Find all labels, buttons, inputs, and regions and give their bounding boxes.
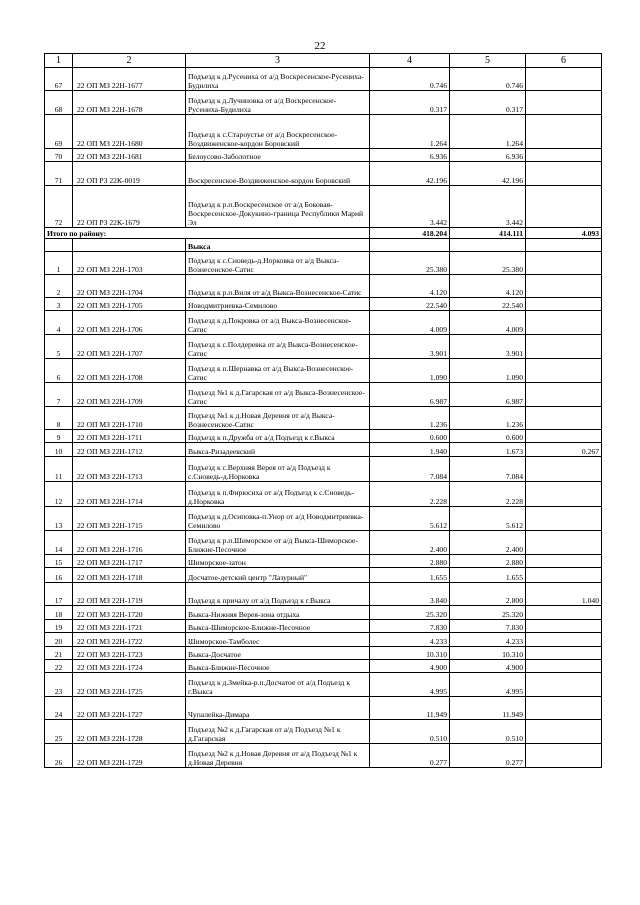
road-code: 22 ОП МЗ 22Н-1728 [73,720,186,744]
row-number: 4 [45,311,73,335]
road-name: Шиморское-затон [186,555,370,568]
value-col4: 22.540 [370,298,450,311]
value-col4: 0.746 [370,68,450,91]
road-code: 22 ОП МЗ 22Н-1725 [73,673,186,697]
road-name: Чупалейка-Димара [186,697,370,720]
table-row [45,91,602,115]
value-col6 [526,91,602,115]
value-col5: 4.233 [450,633,526,647]
total-value-col6: 4.093 [526,228,602,239]
road-name: Выкса-Шиморское-Ближне-Песочное [186,620,370,633]
road-name: Выкса-Ближне-Песочное [186,660,370,673]
value-col4: 11.949 [370,697,450,720]
table-row [45,186,602,228]
row-number: 15 [45,555,73,568]
value-col4: 7.084 [370,457,450,482]
value-col6 [526,335,602,359]
value-col4: 42.196 [370,162,450,186]
value-col4: 2.880 [370,555,450,568]
header-cell: 1 [45,54,73,68]
road-name: Подъезд к причалу от а/д Подъезд к г.Выкса [186,583,370,606]
value-col6 [526,149,602,162]
value-col6 [526,275,602,298]
table-row [45,482,602,507]
row-number: 14 [45,531,73,555]
road-code: 22 ОП МЗ 22Н-1713 [73,457,186,482]
row-number: 13 [45,507,73,531]
table-row [45,149,602,162]
value-col5: 6.987 [450,383,526,407]
value-col5: 0.317 [450,91,526,115]
value-col5: 4.995 [450,673,526,697]
road-name: Подъезд к п.Фирюсиха от а/д Подъезд к с.Сноведь-д.Норковка [186,482,370,507]
table-row [45,275,602,298]
table-row [45,298,602,311]
value-col5: 42.196 [450,162,526,186]
value-col5: 0.600 [450,430,526,443]
row-number: 10 [45,443,73,457]
value-col5: 1.655 [450,568,526,583]
row-number: 70 [45,149,73,162]
value-col6 [526,359,602,383]
table-row [45,583,602,606]
value-col6 [526,568,602,583]
table-row [45,720,602,744]
road-name: Подъезд к р.п.Воскресенское от а/д Боковая-Воскресенское-Докукино-граница Республики Марий Эл [186,186,370,228]
value-col6: 1.040 [526,583,602,606]
value-col5: 2.800 [450,583,526,606]
value-col4: 4.009 [370,311,450,335]
table-row [45,647,602,660]
value-col6 [526,162,602,186]
value-col4: 2.228 [370,482,450,507]
total-value-col4: 418.204 [370,228,450,239]
value-col5: 4.009 [450,311,526,335]
total-label: Итого по району: [45,228,370,239]
value-col4: 0.277 [370,744,450,768]
road-name: Подъезд к д.Покровка от а/д Выкса-Вознесенское-Сатис [186,311,370,335]
roads-table [44,53,602,768]
road-code: 22 ОП МЗ 22Н-1729 [73,744,186,768]
row-number: 9 [45,430,73,443]
road-name: Подъезд к с.Сноведь-д.Норковка от а/д Выкса-Вознесенское-Сатис [186,252,370,275]
value-col5: 3.442 [450,186,526,228]
value-col5: 25.380 [450,252,526,275]
value-col5: 11.949 [450,697,526,720]
row-number: 8 [45,407,73,430]
row-number: 1 [45,252,73,275]
road-code: 22 ОП РЗ 22К-0019 [73,162,186,186]
value-col5: 0.510 [450,720,526,744]
table-row [45,443,602,457]
table-body-total [45,228,602,252]
row-number: 71 [45,162,73,186]
table-row [45,383,602,407]
road-code: 22 ОП МЗ 22Н-1718 [73,568,186,583]
total-value-col5: 414.111 [450,228,526,239]
value-col4: 1.264 [370,115,450,149]
road-code: 22 ОП МЗ 22Н-1678 [73,91,186,115]
table-row [45,620,602,633]
value-col6 [526,633,602,647]
road-name: Подъезд №2 к д.Новая Деревня от а/д Подъезд №1 к д.Новая Деревня [186,744,370,768]
value-col4: 1.655 [370,568,450,583]
value-col4: 1.236 [370,407,450,430]
road-code: 22 ОП МЗ 22Н-1681 [73,149,186,162]
road-code: 22 ОП МЗ 22Н-1680 [73,115,186,149]
road-name: Подъезд к р.п.Шиморское от а/д Выкса-Шиморское-Ближне-Песочное [186,531,370,555]
road-name: Подъезд к п.Дружба от а/д Подъезд к г.Выкса [186,430,370,443]
value-col5: 10.310 [450,647,526,660]
road-name: Подъезд к д.Осиповка-п.Унор от а/д Новодмитриевка-Семилово [186,507,370,531]
row-number: 26 [45,744,73,768]
road-code: 22 ОП МЗ 22Н-1705 [73,298,186,311]
value-col4: 7.830 [370,620,450,633]
value-col6: 0.267 [526,443,602,457]
row-number: 11 [45,457,73,482]
road-code: 22 ОП МЗ 22Н-1721 [73,620,186,633]
road-name: Выкса-Нижняя Верея-зона отдыха [186,606,370,620]
value-col6 [526,555,602,568]
value-col4: 1.090 [370,359,450,383]
road-name: Досчатое-детский центр "Лазурный" [186,568,370,583]
row-number: 18 [45,606,73,620]
table-body-top [45,68,602,228]
value-col6 [526,720,602,744]
table-row [45,335,602,359]
value-col5: 7.830 [450,620,526,633]
value-col6 [526,457,602,482]
table-body-bottom [45,252,602,768]
table-row [45,660,602,673]
header-cell: 2 [73,54,186,68]
header-cell: 6 [526,54,602,68]
table-row [45,507,602,531]
row-number: 68 [45,91,73,115]
row-number: 19 [45,620,73,633]
table-row [45,359,602,383]
value-col5: 25.320 [450,606,526,620]
table-row [45,606,602,620]
road-name: Подъезд к п.Шернавка от а/д Выкса-Вознесенское-Сатис [186,359,370,383]
value-col4: 2.400 [370,531,450,555]
road-name: Подъезд к с.Староустье от а/д Воскресенское-Воздвиженское-кордон Боровский [186,115,370,149]
table-row [45,568,602,583]
row-number: 20 [45,633,73,647]
value-col5: 1.264 [450,115,526,149]
section-title: Выкса [186,239,370,252]
table-row [45,673,602,697]
section-row [45,239,602,252]
header-cell: 4 [370,54,450,68]
road-name: Подъезд №1 к д.Гагарская от а/д Выкса-Вознесенское-Сатис [186,383,370,407]
value-col5: 1.090 [450,359,526,383]
value-col6 [526,507,602,531]
value-col6 [526,606,602,620]
road-name: Воскресенское-Воздвиженское-кордон Боровский [186,162,370,186]
road-code: 22 ОП МЗ 22Н-1706 [73,311,186,335]
table-row [45,531,602,555]
value-col4: 6.987 [370,383,450,407]
value-col5: 0.277 [450,744,526,768]
table-row [45,311,602,335]
value-col4: 3.442 [370,186,450,228]
table-row [45,407,602,430]
road-code: 22 ОП МЗ 22Н-1716 [73,531,186,555]
road-name: Выкса-Досчатое [186,647,370,660]
value-col4: 3.901 [370,335,450,359]
value-col4: 0.510 [370,720,450,744]
value-col5: 2.400 [450,531,526,555]
value-col4: 4.120 [370,275,450,298]
road-code: 22 ОП МЗ 22Н-1712 [73,443,186,457]
value-col4: 5.612 [370,507,450,531]
road-code: 22 ОП МЗ 22Н-1710 [73,407,186,430]
row-number: 25 [45,720,73,744]
value-col4: 3.840 [370,583,450,606]
value-col4: 25.320 [370,606,450,620]
road-code: 22 ОП МЗ 22Н-1722 [73,633,186,647]
road-code: 22 ОП МЗ 22Н-1703 [73,252,186,275]
value-col6 [526,430,602,443]
road-code: 22 ОП МЗ 22Н-1720 [73,606,186,620]
row-number: 69 [45,115,73,149]
value-col5: 22.540 [450,298,526,311]
value-col5: 5.612 [450,507,526,531]
table-row [45,697,602,720]
table-row [45,430,602,443]
table-row [45,68,602,91]
row-number: 2 [45,275,73,298]
value-col4: 25.380 [370,252,450,275]
road-name: Подъезд к с.Полдеревка от а/д Выкса-Вознесенское-Сатис [186,335,370,359]
road-name: Выкса-Ризадеевский [186,443,370,457]
table-row [45,457,602,482]
value-col5: 1.673 [450,443,526,457]
row-number: 67 [45,68,73,91]
road-code: 22 ОП МЗ 22Н-1723 [73,647,186,660]
row-number: 7 [45,383,73,407]
row-number: 22 [45,660,73,673]
value-col4: 4.900 [370,660,450,673]
value-col6 [526,68,602,91]
road-code: 22 ОП МЗ 22Н-1677 [73,68,186,91]
value-col4: 0.600 [370,430,450,443]
road-code: 22 ОП МЗ 22Н-1727 [73,697,186,720]
road-code: 22 ОП МЗ 22Н-1715 [73,507,186,531]
value-col6 [526,660,602,673]
road-code: 22 ОП МЗ 22Н-1724 [73,660,186,673]
road-name: Подъезд №1 к д.Новая Деревня от а/д Выкса-Вознесенское-Сатис [186,407,370,430]
value-col6 [526,482,602,507]
value-col5: 1.236 [450,407,526,430]
value-col6 [526,186,602,228]
road-code: 22 ОП МЗ 22Н-1717 [73,555,186,568]
page-number: 22 [314,40,326,52]
row-number: 6 [45,359,73,383]
value-col4: 1.940 [370,443,450,457]
row-number: 5 [45,335,73,359]
value-col4: 6.936 [370,149,450,162]
row-number: 17 [45,583,73,606]
value-col6 [526,531,602,555]
value-col5: 4.900 [450,660,526,673]
value-col6 [526,115,602,149]
table-row [45,252,602,275]
value-col6 [526,311,602,335]
road-name: Подъезд к д.Русениха от а/д Воскресенское-Русениха-Будилиха [186,68,370,91]
value-col5: 2.228 [450,482,526,507]
road-code: 22 ОП МЗ 22Н-1719 [73,583,186,606]
table-row [45,744,602,768]
value-col4: 10.310 [370,647,450,660]
value-col6 [526,647,602,660]
value-col5: 7.084 [450,457,526,482]
value-col6 [526,744,602,768]
road-code: 22 ОП МЗ 22Н-1708 [73,359,186,383]
road-code: 22 ОП МЗ 22Н-1704 [73,275,186,298]
road-code: 22 ОП РЗ 22К-1679 [73,186,186,228]
header-cell: 5 [450,54,526,68]
value-col5: 3.901 [450,335,526,359]
road-name: Подъезд к с.Верхняя Верея от а/д Подъезд к с.Сноведь-д.Норковка [186,457,370,482]
road-name: Шиморское-Тамболес [186,633,370,647]
total-row [45,228,602,239]
value-col4: 4.233 [370,633,450,647]
value-col6 [526,620,602,633]
value-col6 [526,383,602,407]
table-row [45,162,602,186]
road-name: Подъезд №2 к д.Гагарская от а/д Подъезд №1 к д.Гагарская [186,720,370,744]
row-number: 12 [45,482,73,507]
row-number: 21 [45,647,73,660]
value-col5: 6.936 [450,149,526,162]
row-number: 23 [45,673,73,697]
row-number: 16 [45,568,73,583]
value-col5: 4.120 [450,275,526,298]
road-code: 22 ОП МЗ 22Н-1711 [73,430,186,443]
value-col4: 0.317 [370,91,450,115]
table-row [45,115,602,149]
road-code: 22 ОП МЗ 22Н-1707 [73,335,186,359]
value-col5: 0.746 [450,68,526,91]
header-row [45,54,602,68]
value-col6 [526,252,602,275]
value-col6 [526,697,602,720]
road-code: 22 ОП МЗ 22Н-1714 [73,482,186,507]
row-number: 3 [45,298,73,311]
road-code: 22 ОП МЗ 22Н-1709 [73,383,186,407]
road-name: Подъезд к д.Лучиновка от а/д Воскресенское-Русениха-Будилиха [186,91,370,115]
table-row [45,555,602,568]
road-name: Белоусово-Заболотное [186,149,370,162]
value-col6 [526,407,602,430]
road-name: Подъезд к р.п.Виля от а/д Выкса-Вознесенское-Сатис [186,275,370,298]
header-cell: 3 [186,54,370,68]
road-name: Подъезд к д.Змейка-р.п.Досчатое от а/д Подъезд к г.Выкса [186,673,370,697]
value-col4: 4.995 [370,673,450,697]
value-col5: 2.880 [450,555,526,568]
value-col6 [526,673,602,697]
table-row [45,633,602,647]
value-col6 [526,298,602,311]
row-number: 72 [45,186,73,228]
row-number: 24 [45,697,73,720]
road-name: Новодмитриевка-Семилово [186,298,370,311]
